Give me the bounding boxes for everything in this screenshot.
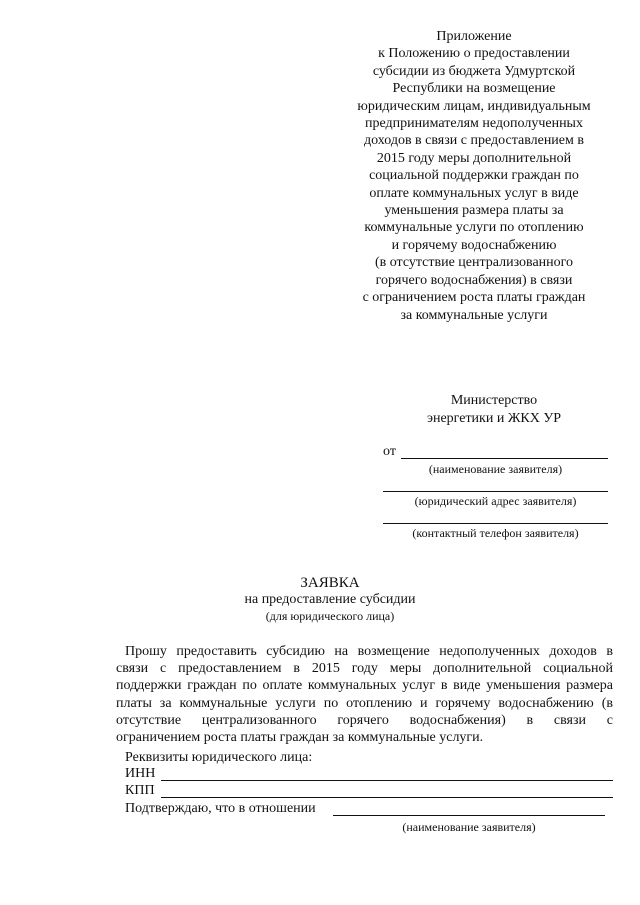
applicant-phone-field[interactable] [383,523,608,524]
confirm-applicant-caption: (наименование заявителя) [402,820,536,834]
inn-row [125,766,613,783]
appendix-line: субсидии из бюджета Удмуртской [372,63,576,79]
recipient-line-2: энергетики и ЖКХ УР [426,411,562,426]
paragraph-line: отсутствие централизованного горячего водоснабжения) в связи с [116,712,613,728]
appendix-line: юридическим лицам, индивидуальным [357,98,591,114]
appendix-line: и горячему водоснабжению [391,237,557,253]
kpp-row [125,783,613,800]
kpp-label: КПП [125,783,155,798]
applicant-name-caption: (наименование заявителя) [428,462,563,476]
appendix-line: к Положению о предоставлении [378,46,570,62]
inn-label: ИНН [125,766,156,781]
from-label: от [383,444,396,459]
confirm-row [125,801,605,818]
request-paragraph [116,643,613,746]
recipient-line-1: Министерство [450,393,538,408]
document-subtitle-note: (для юридического лица) [265,609,395,623]
appendix-line: социальной поддержки граждан по [369,168,579,184]
appendix-line: оплате коммунальных услуг в виде [369,185,579,201]
appendix-line: с ограничением роста платы граждан [362,290,586,306]
appendix-line: доходов в связи с предоставлением в [363,133,584,149]
paragraph-line: Прошу предоставить субсидию на возмещение недополученных доходов в [125,644,613,659]
confirm-label: Подтверждаю, что в отношении [125,801,316,816]
appendix-line: Республики на возмещение [392,81,556,97]
applicant-phone-caption: (контактный телефон заявителя) [412,526,579,540]
appendix-line: горячего водоснабжения) в связи [375,272,573,288]
appendix-line: за коммунальные услуги [400,307,548,323]
paragraph-line: поддержки граждан по оплате коммунальных услуг в виде уменьшения размера [116,678,613,694]
document-title-block [200,574,460,624]
appendix-line: (в отсутствие централизованного [374,255,574,271]
confirm-applicant-field[interactable] [333,815,605,816]
applicant-address-caption: (юридический адрес заявителя) [414,494,577,508]
appendix-line: Приложение [436,29,512,44]
appendix-line: коммунальные услуги по отоплению [364,220,584,236]
paragraph-line: платы за коммунальные услуги по отоплению и горячему водоснабжению (в [116,695,613,711]
applicant-name-row [383,444,608,460]
document-subtitle: на предоставление субсидии [244,592,416,607]
kpp-field[interactable] [161,797,613,798]
paragraph-line: ограничением роста платы граждан за коммунальные услуги. [116,730,484,746]
applicant-name-field[interactable] [401,458,608,459]
recipient-block [380,392,608,428]
appendix-line: уменьшения размера платы за [384,203,564,219]
appendix-line: 2015 году меры дополнительной [376,150,572,166]
paragraph-line: связи с предоставлением в 2015 году меры дополнительной социальной [116,661,613,677]
applicant-address-field[interactable] [383,491,608,492]
appendix-line: предпринимателям недополученных [365,116,583,132]
requisites-heading: Реквизиты юридического лица: [125,750,313,765]
appendix-header [340,28,608,324]
inn-field[interactable] [161,780,613,781]
document-title: ЗАЯВКА [300,575,360,591]
